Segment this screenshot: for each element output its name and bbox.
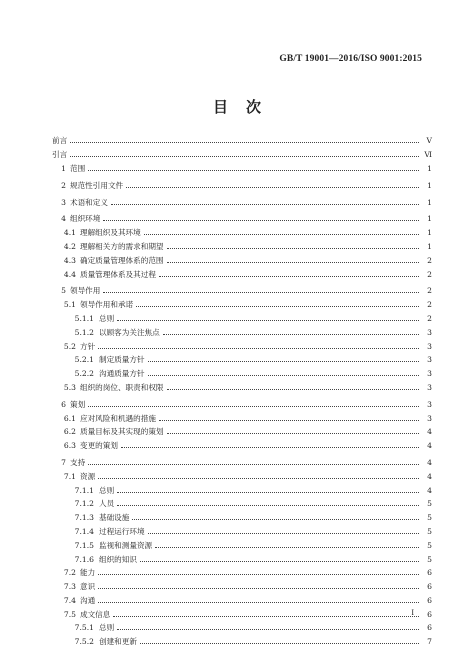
toc-entry[interactable] bbox=[52, 226, 432, 240]
toc-entry-title: 质量目标及其实现的策划 bbox=[80, 427, 164, 437]
toc-entry-title: 能力 bbox=[80, 568, 96, 578]
dot-leader bbox=[159, 268, 419, 277]
toc-entry-title: 基础设施 bbox=[99, 513, 130, 523]
dot-leader bbox=[98, 580, 419, 589]
toc-entry-title: 规范性引用文件 bbox=[70, 180, 124, 190]
toc-entry-number: 2 bbox=[61, 180, 66, 190]
toc-entry-page: 3 bbox=[427, 327, 432, 337]
toc-entry-title: 方针 bbox=[80, 341, 96, 351]
toc-entry[interactable] bbox=[52, 552, 432, 566]
toc-entry-number: 5 bbox=[61, 286, 66, 296]
toc-entry-number: 7.1 bbox=[63, 471, 76, 481]
dot-leader bbox=[148, 353, 419, 362]
dot-leader bbox=[144, 226, 419, 235]
toc-entry-page: 6 bbox=[427, 623, 432, 633]
dot-leader bbox=[70, 134, 419, 143]
toc-entry-page: 3 bbox=[427, 399, 432, 409]
toc-entry-page: 5 bbox=[427, 499, 432, 509]
toc-entry-page: 5 bbox=[427, 554, 432, 564]
toc-entry-title: 人员 bbox=[99, 499, 115, 509]
toc-entry-number: 5.1.1 bbox=[74, 313, 94, 323]
toc-entry-number: 1 bbox=[61, 163, 66, 173]
toc-entry[interactable] bbox=[52, 621, 432, 635]
dot-leader bbox=[98, 470, 419, 479]
toc-entry-number: 7.5.1 bbox=[74, 623, 94, 633]
toc-entry-title: 过程运行环境 bbox=[99, 526, 145, 536]
toc-entry-page: 1 bbox=[427, 180, 432, 190]
toc-entry-page: 3 bbox=[427, 413, 432, 423]
toc-entry-title: 组织的岗位、职责和权限 bbox=[80, 382, 164, 392]
toc-entry-title: 理解相关方的需求和期望 bbox=[80, 241, 164, 251]
toc-entry-page: 5 bbox=[427, 540, 432, 550]
toc-entry[interactable] bbox=[52, 178, 432, 192]
dot-leader bbox=[103, 284, 419, 293]
dot-leader bbox=[88, 398, 419, 407]
toc-entry-page: 4 bbox=[427, 457, 432, 467]
toc-entry-page: 4 bbox=[427, 427, 432, 437]
toc-entry[interactable] bbox=[52, 483, 432, 497]
toc-entry-number: 4.4 bbox=[63, 269, 76, 279]
toc-entry[interactable] bbox=[52, 339, 432, 353]
toc-entry-title: 范围 bbox=[70, 163, 86, 173]
toc-entry-page: 1 bbox=[427, 228, 432, 238]
toc-entry-title: 意识 bbox=[80, 582, 96, 592]
dot-leader bbox=[159, 412, 419, 421]
dot-leader bbox=[113, 608, 419, 617]
toc-entry[interactable] bbox=[52, 134, 432, 148]
toc-entry-number: 4 bbox=[61, 214, 66, 224]
toc-entry-page: 6 bbox=[427, 595, 432, 605]
toc-entry-title: 质量管理体系及其过程 bbox=[80, 269, 156, 279]
toc-entry-page: 4 bbox=[427, 471, 432, 481]
toc-entry[interactable] bbox=[52, 298, 432, 312]
toc-entry-page: 1 bbox=[427, 197, 432, 207]
toc-entry-title: 术语和定义 bbox=[70, 197, 108, 207]
toc-entry[interactable] bbox=[52, 566, 432, 580]
dot-leader bbox=[121, 439, 419, 448]
toc-entry-title: 创建和更新 bbox=[99, 637, 137, 647]
toc-entry-title: 资源 bbox=[80, 471, 96, 481]
toc-entry-page: 2 bbox=[427, 269, 432, 279]
toc-entry-page: 1 bbox=[427, 241, 432, 251]
dot-leader bbox=[136, 298, 419, 307]
toc-entry-number: 4.2 bbox=[63, 241, 76, 251]
toc-entry-title: 支持 bbox=[70, 457, 86, 467]
toc-entry-page: 1 bbox=[427, 214, 432, 224]
toc-entry-page: 6 bbox=[427, 582, 432, 592]
toc-entry-page: 1 bbox=[427, 163, 432, 173]
toc-entry-number: 7.1.4 bbox=[74, 526, 94, 536]
dot-leader bbox=[167, 254, 419, 263]
toc-entry[interactable] bbox=[52, 580, 432, 594]
dot-leader bbox=[155, 539, 419, 548]
toc-entry-page: 2 bbox=[427, 286, 432, 296]
toc-entry-page: 5 bbox=[427, 513, 432, 523]
toc-entry-number: 5.1.2 bbox=[74, 327, 94, 337]
table-of-contents bbox=[52, 134, 432, 649]
toc-entry-number: 7.3 bbox=[63, 582, 76, 592]
toc-entry-title: 领导作用 bbox=[70, 286, 101, 296]
toc-entry-number: 3 bbox=[61, 197, 66, 207]
toc-entry[interactable] bbox=[52, 594, 432, 608]
toc-entry-title: 以顾客为关注焦点 bbox=[99, 327, 160, 337]
toc-entry-title: 前言 bbox=[52, 136, 68, 146]
dot-leader bbox=[117, 484, 419, 493]
toc-entry[interactable] bbox=[52, 325, 432, 339]
toc-entry-title: 领导作用和承诺 bbox=[80, 300, 134, 310]
toc-entry-page: Ⅵ bbox=[424, 150, 432, 160]
dot-leader bbox=[117, 497, 419, 506]
toc-entry-title: 沟通质量方针 bbox=[99, 369, 145, 379]
toc-entry-title: 监视和测量资源 bbox=[99, 540, 153, 550]
toc-entry-number: 6 bbox=[61, 399, 66, 409]
toc-entry[interactable] bbox=[52, 425, 432, 439]
toc-entry[interactable] bbox=[52, 240, 432, 254]
toc-entry-title: 确定质量管理体系的范围 bbox=[80, 255, 164, 265]
toc-entry-number: 5.2.1 bbox=[74, 355, 94, 365]
page-number: I bbox=[411, 608, 414, 617]
toc-entry[interactable] bbox=[52, 511, 432, 525]
toc-entry-title: 引言 bbox=[52, 150, 68, 160]
toc-entry-number: 5.1 bbox=[63, 300, 76, 310]
toc-entry-title: 总则 bbox=[99, 313, 115, 323]
toc-entry[interactable] bbox=[52, 267, 432, 281]
standard-code: GB/T 19001—2016/ISO 9001:2015 bbox=[279, 54, 422, 64]
toc-entry-number: 6.3 bbox=[63, 441, 76, 451]
toc-entry-number: 7.1.3 bbox=[74, 513, 94, 523]
toc-entry[interactable] bbox=[52, 607, 432, 621]
dot-leader bbox=[148, 367, 419, 376]
dot-leader bbox=[140, 635, 419, 644]
dot-leader bbox=[103, 212, 419, 221]
toc-entry-page: 2 bbox=[427, 313, 432, 323]
toc-entry-page: 2 bbox=[427, 300, 432, 310]
toc-entry-page: 3 bbox=[427, 341, 432, 351]
dot-leader bbox=[88, 456, 419, 465]
toc-entry-number: 7.4 bbox=[63, 595, 76, 605]
toc-entry-title: 策划 bbox=[70, 399, 86, 409]
toc-entry-title: 总则 bbox=[99, 485, 115, 495]
toc-entry-number: 5.2 bbox=[63, 341, 76, 351]
toc-entry-number: 5.3 bbox=[63, 382, 76, 392]
toc-entry[interactable] bbox=[52, 538, 432, 552]
toc-entry-number: 5.2.2 bbox=[74, 369, 94, 379]
toc-entry[interactable] bbox=[52, 456, 432, 470]
dot-leader bbox=[88, 162, 419, 171]
toc-entry-page: 6 bbox=[427, 609, 432, 619]
toc-entry-page: 4 bbox=[427, 485, 432, 495]
toc-entry-number: 7.1.1 bbox=[74, 485, 94, 495]
toc-entry-title: 变更的策划 bbox=[80, 441, 118, 451]
dot-leader bbox=[98, 566, 419, 575]
dot-leader bbox=[117, 312, 419, 321]
dot-leader bbox=[98, 340, 419, 349]
toc-entry-page: 5 bbox=[427, 526, 432, 536]
dot-leader bbox=[70, 148, 419, 157]
toc-entry-number: 6.1 bbox=[63, 413, 76, 423]
toc-entry[interactable] bbox=[52, 525, 432, 539]
toc-entry-number: 7 bbox=[61, 457, 66, 467]
toc-entry-number: 7.1.5 bbox=[74, 540, 94, 550]
dot-leader bbox=[117, 621, 419, 630]
toc-entry-number: 7.5 bbox=[63, 609, 76, 619]
toc-entry[interactable] bbox=[52, 497, 432, 511]
toc-entry-title: 沟通 bbox=[80, 595, 96, 605]
page-title: 目次 bbox=[212, 98, 279, 116]
toc-entry[interactable] bbox=[52, 212, 432, 226]
toc-entry-page: 3 bbox=[427, 382, 432, 392]
toc-entry-page: 3 bbox=[427, 369, 432, 379]
toc-entry[interactable] bbox=[52, 148, 432, 162]
toc-entry-page: V bbox=[426, 136, 432, 146]
toc-entry-page: 4 bbox=[427, 441, 432, 451]
toc-entry-title: 制定质量方针 bbox=[99, 355, 145, 365]
toc-entry-page: 3 bbox=[427, 355, 432, 365]
toc-entry[interactable] bbox=[52, 353, 432, 367]
toc-entry[interactable] bbox=[52, 635, 432, 649]
toc-entry-title: 组织环境 bbox=[70, 214, 101, 224]
toc-entry[interactable] bbox=[52, 312, 432, 326]
dot-leader bbox=[148, 525, 419, 534]
toc-entry-number: 6.2 bbox=[63, 427, 76, 437]
toc-entry-number: 7.1.6 bbox=[74, 554, 94, 564]
toc-entry[interactable] bbox=[52, 469, 432, 483]
dot-leader bbox=[132, 511, 419, 520]
toc-entry[interactable] bbox=[52, 411, 432, 425]
toc-entry-title: 成文信息 bbox=[80, 609, 111, 619]
toc-entry-page: 6 bbox=[427, 568, 432, 578]
dot-leader bbox=[163, 326, 419, 335]
toc-entry-number: 7.1.2 bbox=[74, 499, 94, 509]
toc-entry-title: 总则 bbox=[99, 623, 115, 633]
toc-entry-number: 7.2 bbox=[63, 568, 76, 578]
toc-entry[interactable] bbox=[52, 381, 432, 395]
dot-leader bbox=[111, 196, 419, 205]
toc-entry[interactable] bbox=[52, 284, 432, 298]
toc-entry-page: 7 bbox=[427, 637, 432, 647]
toc-entry-title: 理解组织及其环境 bbox=[80, 228, 141, 238]
toc-entry-page: 2 bbox=[427, 255, 432, 265]
dot-leader bbox=[126, 179, 419, 188]
toc-entry-title: 组织的知识 bbox=[99, 554, 137, 564]
dot-leader bbox=[167, 381, 419, 390]
dot-leader bbox=[140, 553, 419, 562]
toc-entry[interactable] bbox=[52, 439, 432, 453]
toc-entry-title: 应对风险和机遇的措施 bbox=[80, 413, 156, 423]
toc-entry[interactable] bbox=[52, 367, 432, 381]
toc-entry[interactable] bbox=[52, 195, 432, 209]
toc-entry-number: 7.5.2 bbox=[74, 637, 94, 647]
toc-entry[interactable] bbox=[52, 253, 432, 267]
dot-leader bbox=[167, 240, 419, 249]
toc-entry-number: 4.3 bbox=[63, 255, 76, 265]
dot-leader bbox=[98, 594, 419, 603]
toc-entry[interactable] bbox=[52, 397, 432, 411]
toc-entry-number: 4.1 bbox=[63, 228, 76, 238]
dot-leader bbox=[167, 425, 419, 434]
toc-entry[interactable] bbox=[52, 162, 432, 176]
